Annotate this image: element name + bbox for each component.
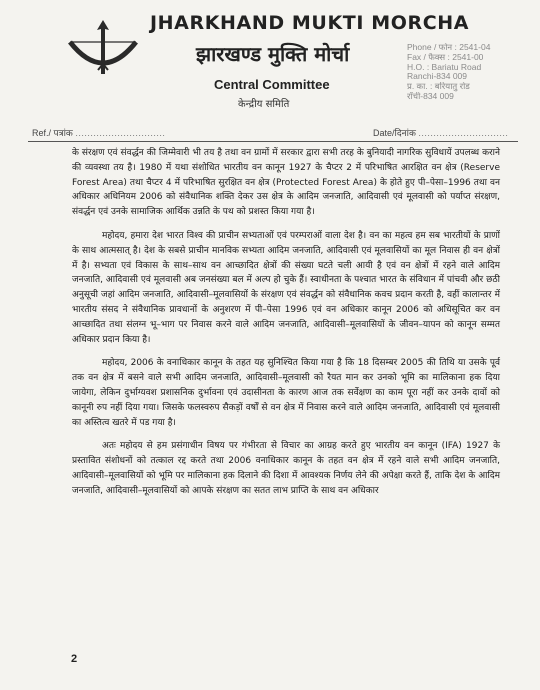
reference-field [32,126,165,139]
date-field [373,126,508,139]
page-number: 2 [71,653,78,665]
committee-hindi: केन्द्रीय समिति [238,99,290,110]
header-divider [28,141,518,142]
contact-line: प्र. का. : बरियातु रोड [407,82,470,92]
bow-and-arrow-logo [68,14,138,76]
reference-label: Ref./ पत्रांक [32,128,73,138]
org-name-english: JHARKHAND MUKTI MORCHA [150,12,470,34]
date-label: Date/दिनांक [373,128,416,138]
contact-line: राँची-834 009 [407,91,454,101]
contact-block [407,43,537,102]
committee-english: Central Committee [214,77,330,92]
reference-dots: .............................. [75,128,166,138]
date-dots: .............................. [418,128,509,138]
contact-line: H.O. : Bariatu Road [407,62,482,72]
body-paragraph: अतः महोदय से हम प्रसंगाधीन विषय पर गंभीरता से विचार का आग्रह करते हुए भारतीय वन कानून (IFA) 1927 के प्रस्तावित संशोधनों को तत्काल रद्द करते तथा 2006 वनाधिकार कानून के तहत वन क्षेत्र में रहने वाले सभी आदिम जनजाति, आदिवासी–मूलवासियों को भूमि पर मालिकाना हक दिलाने की दिशा में आवश्यक निर्णय लेने की अपेक्षा करते हैं, ताकि देश के आदिम जनजाति, आदिवासी–मूलवासियों को आपके संरक्षण का सतत लाभ प्राप्ति के साथ वन अधिकार [72,441,500,496]
body-paragraph: के संरक्षण एवं संवर्द्धन की जिम्मेवारी भी तय है तथा वन ग्रामों में सरकार द्वारा सभी तरह के बुनियादी नागरिक सुविधायें उपलब्ध कराने की व्यवस्था तय है। 1980 में यथा संशोधित भारतीय वन कानून 1927 के चैप्टर 2 में परिभाषित आरक्षित वन क्षेत्र (Reserve Forest Area) तथा चैप्टर 4 में परिभाषित सुरक्षित वन क्षेत्र (Protected Forest Area) के होते हुए पी–पेसा–1996 तथा वन अधिकार अधिनियम 2006 को संवैधानिक शक्ति देकर उस क्षेत्र के आदिम जनजाति, आदिवासी एवं मूलवासी को पर्याप्त संरक्षण, संवर्द्धन एवं उनके सामाजिक आर्थिक उन्नति के पथ को प्रशस्त किया गया है। [72,148,500,218]
contact-line: Ranchi-834 009 [407,72,468,82]
body-paragraph: महोदय, हमारा देश भारत विश्व की प्राचीन सभ्यताओं एवं परम्पराओं वाला देश है। वन का महत्व हम सब भारतीयों के प्राणों के साथ आत्मसात् है। देश के सबसे प्राचीन मानविक सभ्यता आदिम जनजाति, आदिवासी एवं मूलवासियों का मूल निवास ही वन क्षेत्रों में है। सभ्यता एवं विकास के साथ–साथ वन आच्छादित क्षेत्रों की संख्या घटते चली आयी है एवं वन क्षेत्रों में रहने वाले आदिम जनजाति, आदिवासी एवं मूलवासी अब जनसंख्या बल में अल्प हो चुके हैं। स्वाधीनता के पश्चात भारत के संविधान में पांचवी और छठी अनुसूची जहां आदिम जनजाति, आदिवासी–मूलवासियों के संरक्षण एवं संवर्द्धन को संवैधानिक कवच प्रदान करती है, वहीं कालान्तर में भारतीय संसद ने संवैधानिक प्रावधानों के अनुशरण में पी–पेसा 1996 एवं वन अधिकार कानून 2006 को अधिसूचित कर वन आच्छादित तथा संलग्न भू–भाग पर निवास करने वाले आदिम जनजाति, आदिवासी–मूलवासियों के जीवन–यापन को कानून सम्मत अधिकार प्रदान किया है। [72,230,500,345]
org-name-hindi: झारखण्ड मुक्ति मोर्चा [196,42,350,66]
body-paragraph: महोदय, 2006 के वनाधिकार कानून के तहत यह सुनिश्चित किया गया है कि 18 दिसम्बर 2005 की तिथि या उसके पूर्व तक वन क्षेत्र में बसने वाले सभी आदिम जनजाति, आदिवासी–मूलवासी को रैयत मान कर उनको भूमि का मालिकाना हक दिया जायेगा, लेकिन दुर्भाग्यवश प्रशासनिक दुर्भावना एवं उदासीनता के कारण आज तक सर्वेक्षण का काम पूरा नहीं कर उनके दावों को कानूनी रुप नहीं दिया गया। जिसके फलस्वरुप सैकड़ों वर्षों से वन क्षेत्र में निवास करने वाले आदिम जनजाति, आदिवासी एवं मूलवासी का अस्तित्व खतरे में पड गया है। [72,358,500,428]
letter-body [72,146,500,508]
contact-line: Phone / फोन : 2541-04 [407,43,491,52]
contact-line: Fax / फैक्स : 2541-00 [407,52,484,62]
